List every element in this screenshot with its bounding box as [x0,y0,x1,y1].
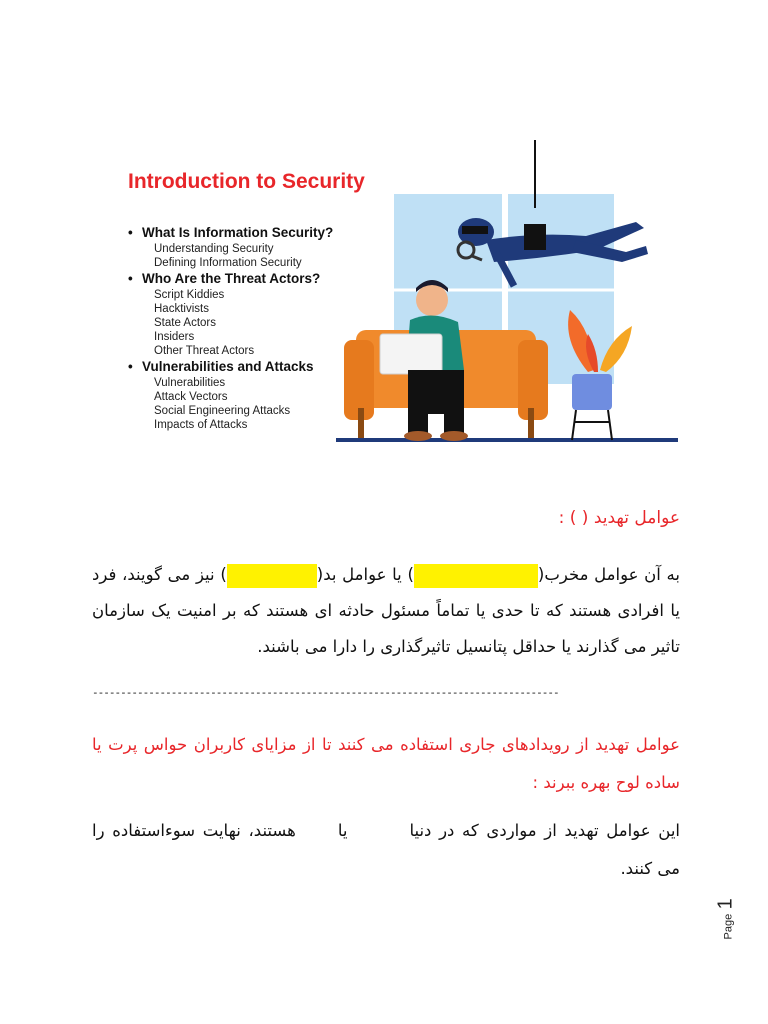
outline-subitem: State Actors [154,317,217,329]
outline-subitem: Social Engineering Attacks [154,405,291,417]
outline-subitem: Vulnerabilities [154,377,226,389]
outline-section [128,270,333,358]
bullet-icon: • [128,225,133,240]
outline-subitem: Attack Vectors [154,391,228,403]
page-number [706,880,746,940]
outline-heading-text: Who Are the Threat Actors? [142,271,321,286]
outline-heading [128,270,333,288]
security-illustration [336,140,678,450]
page-label: Page [722,913,735,940]
paragraph-text: ) نیز می گویند، فرد یا افرادی هستند که تا حدی یا تماماً مسئول حادثه ای هستند که بر امنیت یک سازمان تاثیر می گذارند یا حداقل پتانسیل تاثیرگذاری را دارا می باشند. [92,565,680,656]
paragraph-text: این عوامل تهدید از مواردی که در دنیا [409,821,680,840]
outline-subitem: Other Threat Actors [154,345,255,357]
outline-heading-text: Vulnerabilities and Attacks [142,359,314,374]
paragraph-text: یا [337,821,348,840]
page-number-value: 1 [714,898,737,910]
slide-outline [128,224,333,432]
outline-subitem: Script Kiddies [154,289,225,301]
paragraph-text: ) یا عوامل بد( [316,565,414,584]
outline-subitem: Impacts of Attacks [154,419,248,431]
outline-heading-text: What Is Information Security? [142,225,334,240]
outline-subitem: Hacktivists [154,303,209,315]
slide-image [118,140,678,450]
paragraph-threat-actors [92,557,680,665]
paragraph-text: هستند، نهایت سوءاستفاده را می کنند. [92,821,680,878]
bullet-icon: • [128,271,133,286]
outline-subitem: Defining Information Security [154,257,302,269]
paragraph-text: به آن عوامل مخرب( [537,565,680,584]
slide-title: Introduction to Security [128,170,365,193]
outline-heading [128,358,333,376]
section-heading-threat-actors: عوامل تهدید ( ) : [558,508,680,528]
bullet-icon: • [128,359,133,374]
dashed-divider: ----------------------------------------------------------------------------------- [92,686,559,699]
highlight-box [414,564,538,588]
outline-section [128,358,333,432]
outline-subitem: Understanding Security [154,243,274,255]
section-heading-current-events: عوامل تهدید از رویدادهای جاری استفاده می کنند تا از مزایای کاربران حواس پرت یا ساده لوح بهره ببرند : [92,735,680,792]
outline-section [128,224,333,270]
outline-subitem: Insiders [154,331,195,343]
paragraph-exploitation [92,812,680,888]
highlight-box [227,564,317,588]
outline-heading [128,224,333,242]
